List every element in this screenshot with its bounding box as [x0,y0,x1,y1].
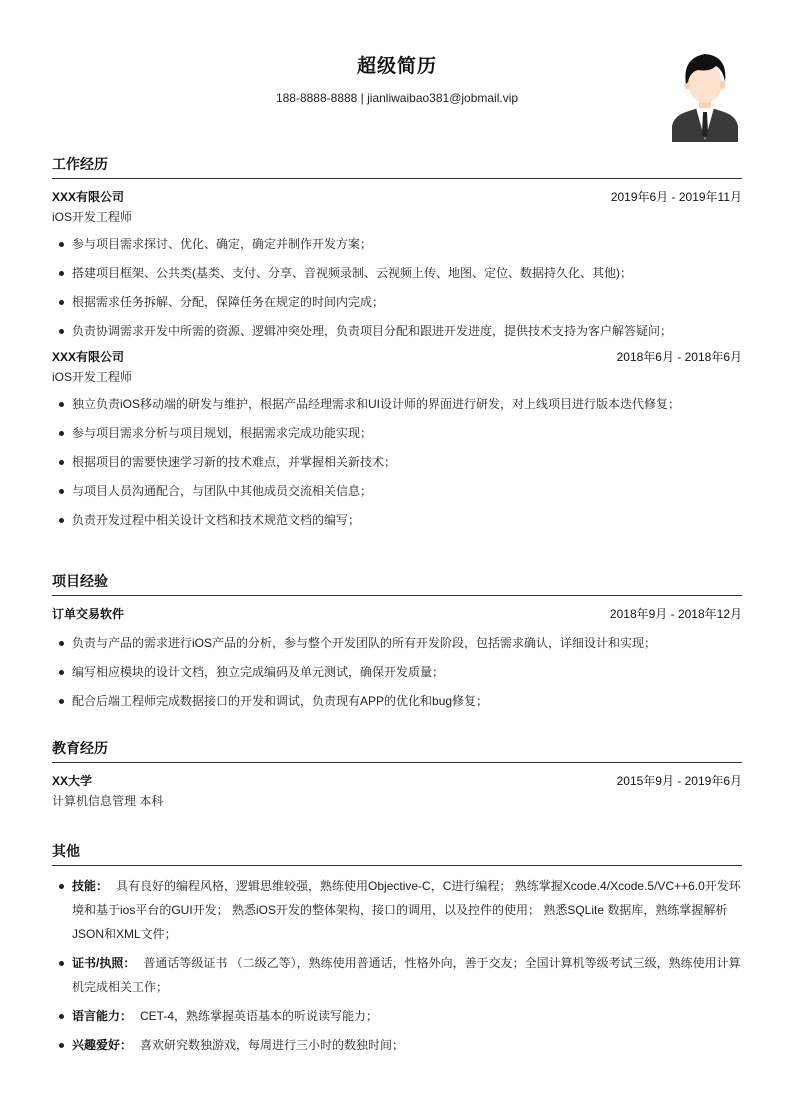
list-item [52,951,742,999]
list-item [52,1033,742,1057]
entry-date: 2019年6月 - 2019年11月 [610,189,742,204]
project-name: 订单交易软件 [52,606,125,621]
other-list [52,874,742,1057]
resume-page [52,0,742,1107]
item-key: 兴趣爱好： [72,1038,133,1052]
item-value: 普通话等级证书 （二级乙等），熟练使用普通话，性格外向，善于交友；全国计算机等级考试三级，熟练使用计算机完成相关工作； [72,956,741,994]
education-entry-header [52,768,742,792]
job-title: iOS开发工程师 [52,210,133,224]
company-name: XXX有限公司 [52,189,125,204]
section-title-other: 其他 [52,841,742,866]
list-item: 负责协调需求开发中所需的资源、逻辑冲突处理，负责项目分配和跟进开发进度，提供技术支持为客户解答疑问； [52,317,742,346]
education-section [52,738,742,810]
entry-date: 2015年9月 - 2019年6月 [616,773,742,788]
entry-date: 2018年9月 - 2018年12月 [609,606,742,621]
section-title-education: 教育经历 [52,738,742,763]
item-key: 证书/执照： [72,956,136,970]
work-entry-header [52,184,742,208]
list-item: 配合后端工程师完成数据接口的开发和调试，负责现有APP的优化和bug修复； [52,687,742,716]
list-item: 参与项目需求分析与项目规划，根据需求完成功能实现； [52,419,742,448]
entry-date: 2018年6月 - 2018年6月 [616,349,742,364]
item-key: 语言能力： [72,1009,133,1023]
school-name: XX大学 [52,773,93,788]
item-value: 喜欢研究数独游戏，每周进行三小时的数独时间； [140,1038,405,1052]
list-item: 根据需求任务拆解、分配，保障任务在规定的时间内完成； [52,288,742,317]
work-duties-list [52,230,742,346]
list-item: 编写相应模块的设计文档，独立完成编码及单元测试，确保开发质量； [52,658,742,687]
list-item: 参与项目需求探讨、优化、确定，确定并制作开发方案； [52,230,742,259]
job-title: iOS开发工程师 [52,370,133,384]
project-entry-header [52,601,742,625]
item-value: CET-4，熟练掌握英语基本的听说读写能力； [140,1009,379,1023]
list-item: 负责开发过程中相关设计文档和技术规范文档的编写； [52,506,742,535]
work-entry-header [52,344,742,368]
list-item [52,874,742,946]
list-item: 负责与产品的需求进行iOS产品的分析，参与整个开发团队的所有开发阶段，包括需求确认，详细设计和实现； [52,629,742,658]
degree: 计算机信息管理 本科 [52,794,164,808]
list-item: 独立负责iOS移动端的研发与维护，根据产品经理需求和UI设计师的界面进行研发，对上线项目进行版本迭代修复； [52,390,742,419]
contact-info: 188-8888-8888 | jianliwaibao381@jobmail.vip [275,91,519,105]
other-section [52,841,742,1062]
project-experience-section [52,571,742,716]
work-experience-section [52,154,742,535]
list-item: 与项目人员沟通配合，与团队中其他成员交流相关信息； [52,477,742,506]
company-name: XXX有限公司 [52,349,125,364]
item-value: 具有良好的编程风格，逻辑思维较强，熟练使用Objective-C，C进行编程； 熟练掌握Xcode.4/Xcode.5/VC++6.0开发环境和基于ios平台的GUI开发； 熟悉iOS开发的整体架构，接口的调用，以及控件的使用； 熟悉SQLite 数据库，熟练掌握解析JSON和XML文件； [72,879,741,941]
section-title-work: 工作经历 [52,154,742,179]
resume-header [52,54,742,106]
list-item: 根据项目的需要快速学习新的技术难点，并掌握相关新技术； [52,448,742,477]
section-title-projects: 项目经验 [52,571,742,596]
avatar [670,50,740,142]
resume-name: 超级简历 [356,56,437,77]
list-item: 搭建项目框架、公共类(基类、支付、分享、音视频录制、云视频上传、地图、定位、数据持久化、其他)； [52,259,742,288]
item-key: 技能： [72,879,109,893]
list-item [52,1004,742,1028]
work-duties-list [52,390,742,535]
project-duties-list [52,629,742,716]
